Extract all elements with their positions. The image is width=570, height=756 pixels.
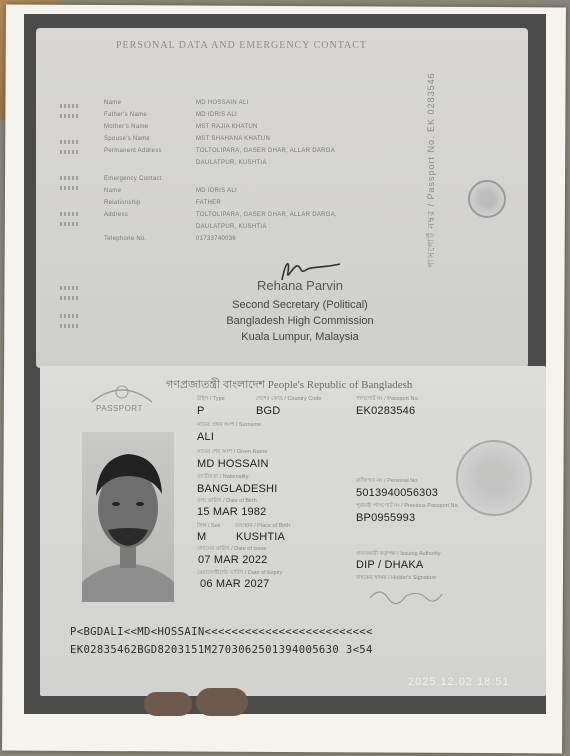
personal-field-label: Father's Name [104, 112, 148, 118]
signatory-org: Bangladesh High Commission [226, 315, 374, 327]
sex: M [197, 531, 207, 543]
signatory-place: Kuala Lumpur, Malaysia [241, 331, 359, 343]
personal-field-value: DAULATPUR, KUSHTIA [196, 160, 267, 166]
place-of-birth: KUSHTIA [236, 531, 286, 543]
photo-timestamp: 2025.12.02 18:51 [408, 676, 510, 688]
country-code: BGD [256, 405, 281, 417]
personal-field-value: MD IDRIS ALI [196, 112, 237, 118]
dob-label: জন্ম তারিখ / Date of Birth [197, 498, 257, 504]
emergency-field-value: FATHER [196, 200, 222, 206]
emblem-icon [456, 440, 532, 516]
perforation-mark [60, 212, 78, 216]
emergency-field-value: TOLTOLIPARA, GASER DHAR, ALLAR DARGA, [196, 212, 338, 218]
mrz-line-1: P<BGDALI<<MD<HOSSAIN<<<<<<<<<<<<<<<<<<<<<<<<< [70, 626, 373, 638]
surname: ALI [197, 431, 215, 443]
type-label: টাইপ / Type [197, 396, 225, 402]
issuing-authority: DIP / DHAKA [356, 559, 424, 571]
personal-field-label: Mother's Name [104, 124, 149, 130]
given-name-label: নামের শেষ অংশ / Given Name [197, 449, 268, 455]
perforation-mark [60, 286, 78, 290]
signatory-title: Second Secretary (Political) [232, 299, 368, 311]
perforation-mark [60, 114, 78, 118]
thumb-left [144, 692, 192, 716]
date-of-issue: 07 MAR 2022 [198, 554, 268, 566]
personal-field-label: Spouse's Name [104, 136, 151, 142]
personal-no-label: ব্যক্তিগত নং / Personal No. [356, 478, 419, 484]
holder-signature-label: বাহকের স্বাক্ষর / Holder's Signature [356, 575, 437, 581]
emergency-field-label: Telephone No. [104, 236, 147, 242]
personal-field-value: TOLTOLIPARA, GASER DHAR, ALLAR DARGA [196, 148, 336, 154]
passport-number: EK0283546 [356, 405, 416, 417]
emergency-field-label: Address [104, 212, 129, 218]
sex-label: লিঙ্গ / Sex [197, 523, 221, 529]
perforation-mark [60, 140, 78, 144]
emblem-icon [468, 180, 506, 218]
personal-field-label: Name [104, 100, 122, 106]
prev-passport-label: পূর্ববর্তী পাসপোর্ট নং / Previous Passport No. [356, 503, 460, 509]
nationality: BANGLADESHI [197, 483, 278, 495]
authority-label: প্রদানকারী কর্তৃপক্ষ / Issuing Authority [356, 551, 441, 557]
issue-label: প্রদানের তারিখ / Date of Issue [197, 546, 267, 552]
date-of-expiry: 06 MAR 2027 [200, 578, 270, 590]
holder-signature-icon [366, 584, 446, 606]
perforation-mark [60, 324, 78, 328]
personal-field-value: MST RAJIA KHATUN [196, 124, 258, 130]
holder-photo [82, 432, 174, 602]
personal-field-value: MST SHAHANA KHATUN [196, 136, 271, 142]
expiry-label: মেয়াদোত্তীর্ণের তারিখ / Date of Expiry [197, 570, 283, 576]
previous-passport: BP0955993 [356, 512, 416, 524]
pob-label: জন্মস্থান / Place of Birth [235, 523, 290, 529]
personal-field-value: MD HOSSAIN ALI [196, 100, 249, 106]
emergency-field-value: MD IDRIS ALI [196, 188, 237, 194]
date-of-birth: 15 MAR 1982 [197, 506, 267, 518]
emergency-field-label: Name [104, 188, 122, 194]
personal-field-label: Permanent Address [104, 148, 162, 154]
emergency-field-value: DAULATPUR, KUSHTIA [196, 224, 267, 230]
mrz-line-2: EK02835462BGD8203151M2703062501394005630 3<54 [70, 644, 373, 656]
surname-label: নামের প্রথম অংশ / Surname [197, 422, 262, 428]
given-name: MD HOSSAIN [197, 458, 269, 470]
perforation-mark [60, 314, 78, 318]
perforation-mark [60, 176, 78, 180]
perforation-mark [60, 150, 78, 154]
country-code-label: দেশের কোড / Country Code [256, 396, 322, 402]
perforation-mark [60, 296, 78, 300]
nationality-label: জাতীয়তা / Nationality [197, 474, 249, 480]
emergency-field-value: 01733740036 [196, 236, 237, 242]
vertical-passport-no: পাসপোর্ট নম্বর / Passport No. EK 0283546 [426, 72, 436, 268]
perforation-mark [60, 222, 78, 226]
thumb-right [196, 688, 248, 716]
personal-data-title: PERSONAL DATA AND EMERGENCY CONTACT [116, 40, 368, 51]
passport-type: P [197, 405, 205, 417]
emergency-contact-title: Emergency Contact [104, 176, 162, 182]
personal-number: 5013940056303 [356, 487, 439, 499]
signatory-name: Rehana Parvin [257, 278, 343, 293]
emergency-field-label: Relationship [104, 200, 141, 206]
passport-no-label: পাসপোর্ট নং / Passport No. [356, 396, 420, 402]
perforation-mark [60, 104, 78, 108]
passport-logo-text: PASSPORT [96, 404, 143, 413]
country-header: গণপ্রজাতন্ত্রী বাংলাদেশ People's Republic of Bangladesh [166, 379, 413, 391]
perforation-mark [60, 186, 78, 190]
